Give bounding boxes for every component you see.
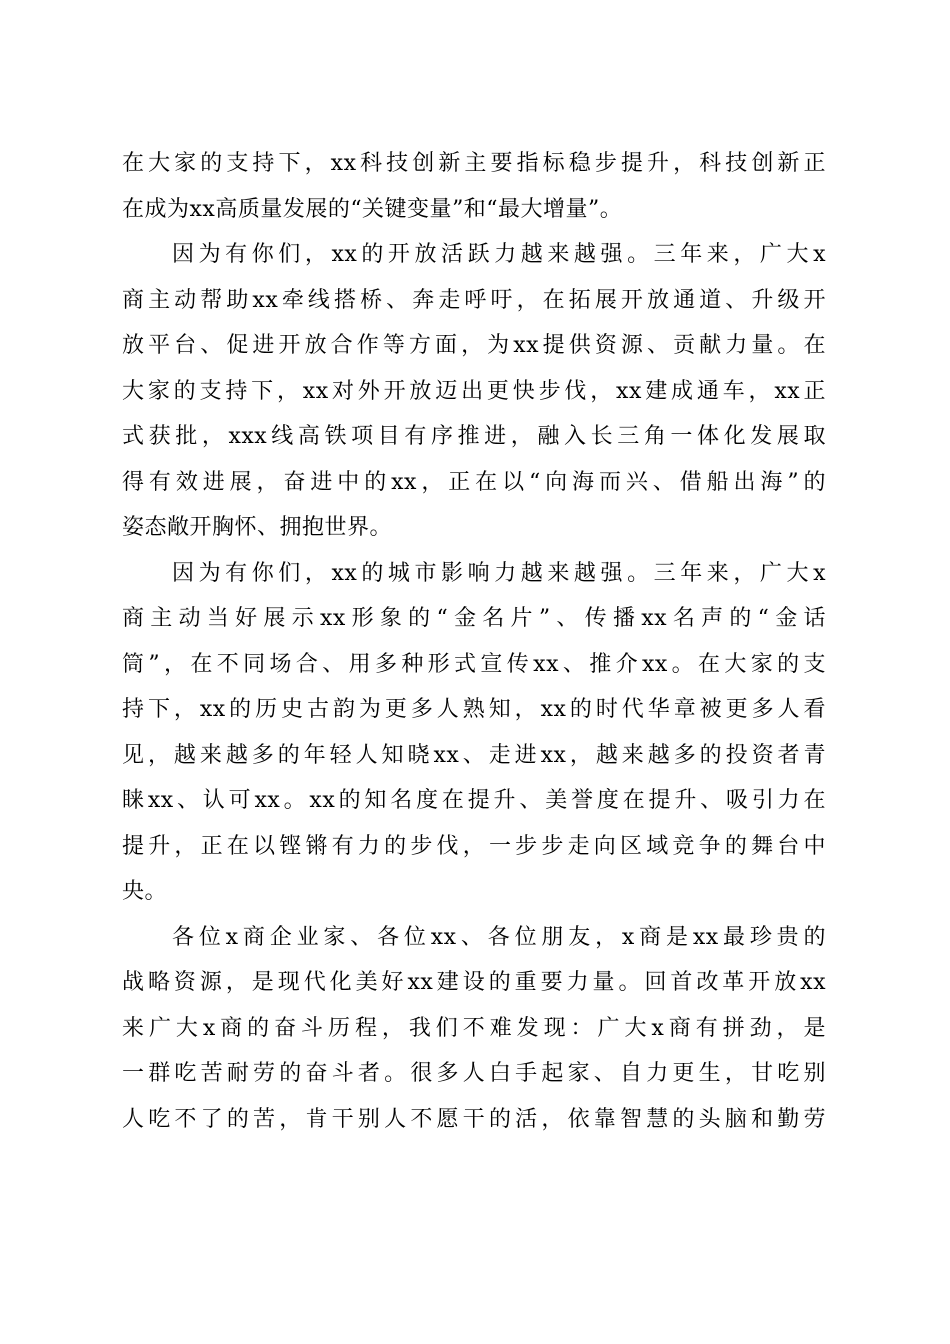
text-line: 持下，xx的历史古韵为更多人熟知，xx的时代华章被更多人看 (122, 697, 826, 722)
text-line: 式获批，xxx线高铁项目有序推进，融入长三角一体化发展取 (122, 424, 826, 449)
text-line: 商主动当好展示xx形象的“金名片”、传播xx名声的“金话 (122, 606, 826, 631)
text-line: 姿态敞开胸怀、拥抱世界。 (122, 515, 393, 540)
document-body (122, 141, 826, 1142)
text-line: 人吃不了的苦，肯干别人不愿干的活，依靠智慧的头脑和勤劳 (122, 1106, 826, 1132)
text-line: 放平台、促进开放合作等方面，为xx提供资源、贡献力量。在 (122, 333, 826, 358)
text-line: 一群吃苦耐劳的奋斗者。很多人白手起家、自力更生，甘吃别 (122, 1061, 826, 1086)
text-line: 得有效进展，奋进中的xx，正在以“向海而兴、借船出海”的 (122, 469, 826, 495)
text-line: 商主动帮助xx牵线搭桥、奔走呼吁，在拓展开放通道、升级开 (122, 287, 826, 313)
text-line: 在成为xx高质量发展的“关键变量”和“最大增量”。 (122, 196, 623, 222)
text-line: 来广大x商的奋斗历程，我们不难发现：广大x商有拼劲，是 (122, 1015, 826, 1041)
paragraph-first-line: 各位x商企业家、各位xx、各位朋友，x商是xx最珍贵的 (172, 924, 826, 950)
text-line: 提升，正在以铿锵有力的步伐，一步步走向区域竞争的舞台中 (122, 833, 826, 859)
text-line: 见，越来越多的年轻人知晓xx、走进xx，越来越多的投资者青 (122, 742, 826, 768)
paragraph-first-line: 因为有你们，xx的城市影响力越来越强。三年来，广大x (172, 560, 826, 586)
text-line: 在大家的支持下，xx科技创新主要指标稳步提升，科技创新正 (122, 151, 826, 176)
text-line: 央。 (122, 879, 168, 904)
paragraph-first-line: 因为有你们，xx的开放活跃力越来越强。三年来，广大x (172, 242, 826, 267)
text-line: 大家的支持下，xx对外开放迈出更快步伐，xx建成通车，xx正 (122, 378, 826, 404)
text-line: 筒”，在不同场合、用多种形式宣传xx、推介xx。在大家的支 (122, 651, 826, 677)
text-line: 睐xx、认可xx。xx的知名度在提升、美誉度在提升、吸引力在 (122, 788, 826, 813)
text-line: 战略资源，是现代化美好xx建设的重要力量。回首改革开放xx (122, 970, 826, 995)
